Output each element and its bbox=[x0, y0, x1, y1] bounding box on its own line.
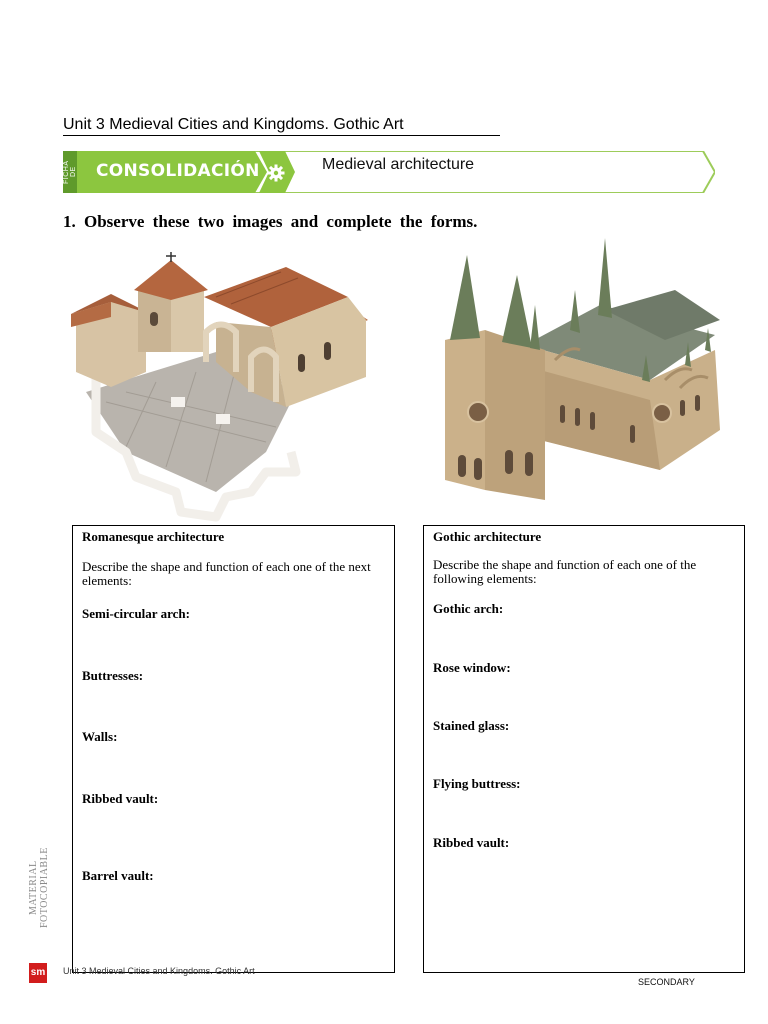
romanesque-item-buttresses: Buttresses: bbox=[82, 668, 144, 683]
gothic-form-title: Gothic architecture bbox=[433, 529, 542, 544]
romanesque-item-semi-circular-arch: Semi-circular arch: bbox=[82, 606, 190, 621]
material-fotocopiable-label: MATERIAL FOTOCOPIABLE bbox=[28, 847, 50, 929]
gothic-item-gothic-arch: Gothic arch: bbox=[433, 601, 504, 616]
romanesque-item-ribbed-vault: Ribbed vault: bbox=[82, 791, 159, 806]
romanesque-item-walls: Walls: bbox=[82, 729, 118, 744]
gothic-item-flying-buttress: Flying buttress: bbox=[433, 776, 521, 791]
consolidacion-label: CONSOLIDACIÓN bbox=[96, 161, 260, 181]
ficha-de-label: FICHA DE bbox=[63, 160, 77, 184]
footer-unit-text: Unit 3 Medieval Cities and Kingdoms. Gothic Art bbox=[63, 966, 255, 976]
banner-heading: Medieval architecture bbox=[322, 156, 475, 173]
gothic-item-rose-window: Rose window: bbox=[433, 660, 511, 675]
gothic-cathedral-illustration bbox=[430, 230, 730, 522]
romanesque-form-description: Describe the shape and function of each one of the next elements: bbox=[82, 559, 371, 588]
romanesque-form bbox=[72, 525, 395, 973]
gothic-item-ribbed-vault: Ribbed vault: bbox=[433, 835, 510, 850]
romanesque-form-title: Romanesque architecture bbox=[82, 529, 225, 544]
question-1: 1. Observe these two images and complete the forms. bbox=[63, 212, 478, 231]
footer-level: SECONDARY bbox=[638, 977, 695, 987]
gothic-form-description: Describe the shape and function of each one of the following elements: bbox=[433, 557, 697, 586]
gothic-form bbox=[423, 525, 745, 973]
romanesque-item-barrel-vault: Barrel vault: bbox=[82, 868, 154, 883]
unit-title: Unit 3 Medieval Cities and Kingdoms. Gothic Art bbox=[63, 116, 500, 136]
sm-logo: sm bbox=[29, 963, 47, 983]
gothic-item-stained-glass: Stained glass: bbox=[433, 718, 510, 733]
romanesque-church-illustration bbox=[66, 242, 376, 524]
gear-icon bbox=[266, 163, 286, 183]
